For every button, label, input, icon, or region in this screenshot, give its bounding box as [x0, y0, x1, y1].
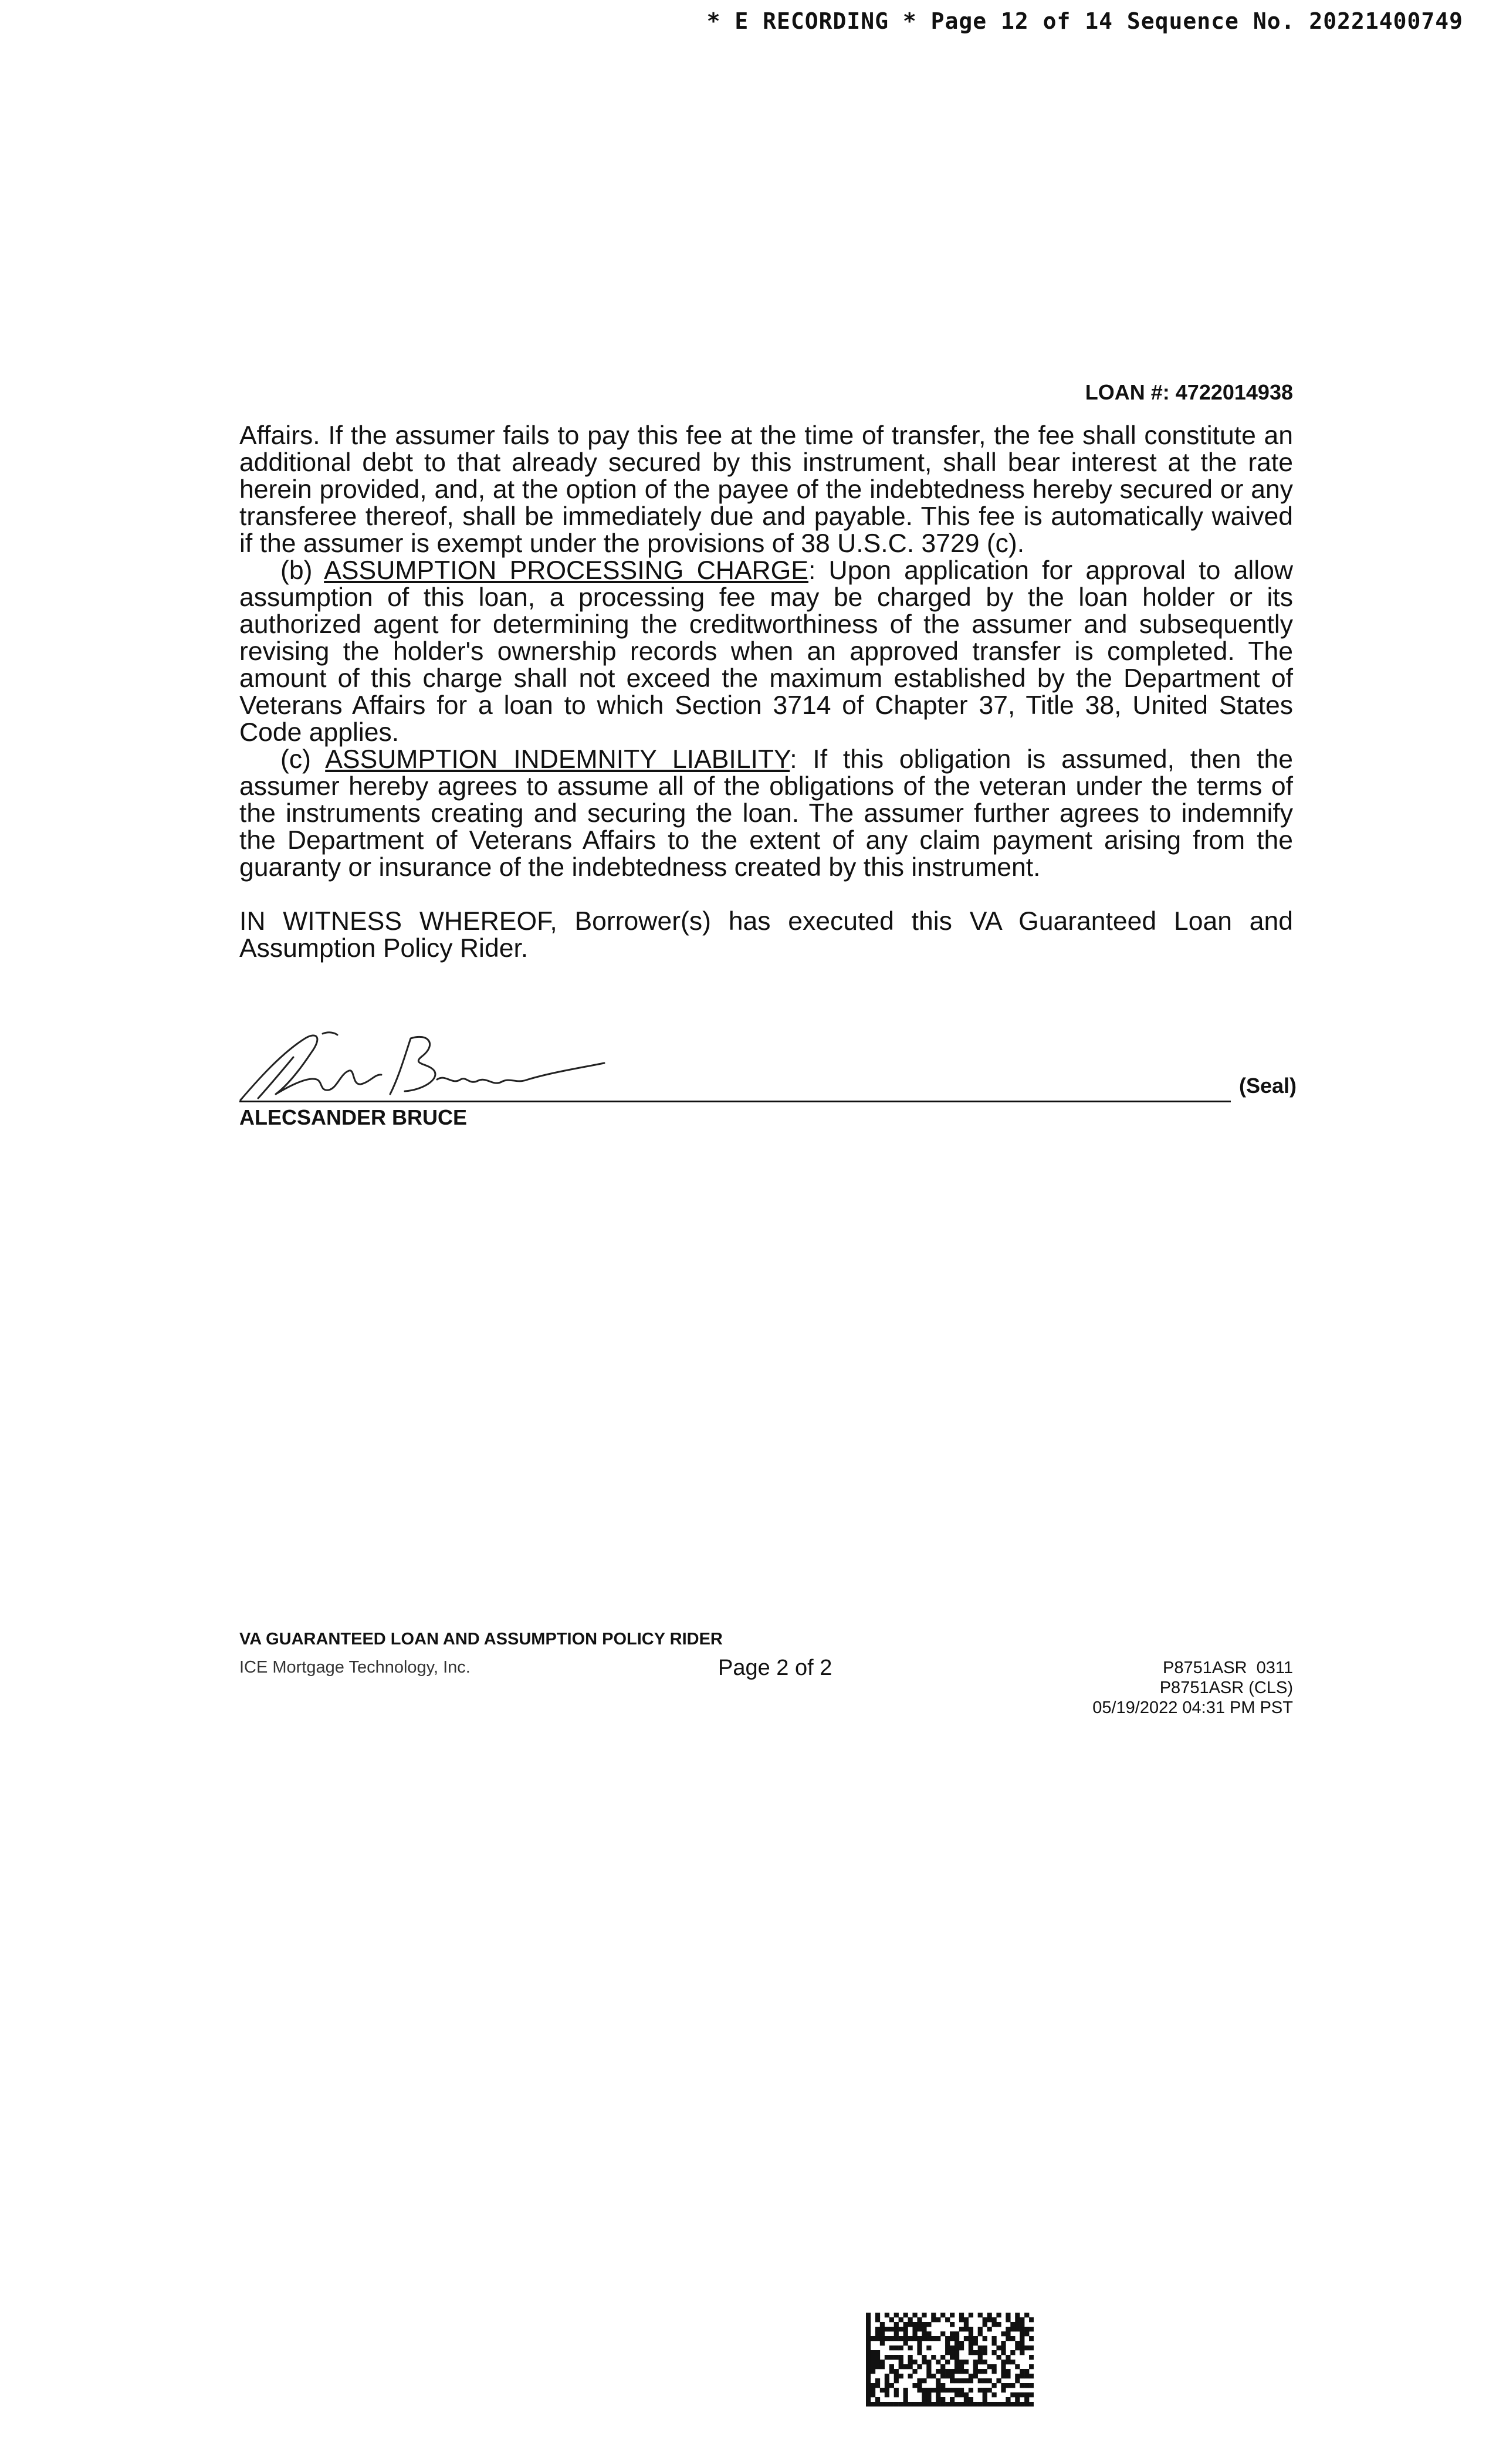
form-codes: [1092, 1658, 1293, 1718]
page-number: Page 2 of 2: [718, 1656, 832, 1680]
recording-stamp: * E RECORDING * Page 12 of 14 Sequence No. 20221400749: [706, 8, 1463, 34]
signer-name: ALECSANDER BRUCE: [239, 1105, 468, 1129]
vendor-name: ICE Mortgage Technology, Inc.: [239, 1658, 471, 1677]
section-c-text: : If this obligation is assumed, then the assumer hereby agrees to assume all of the obligations of the veteran under the terms of the instruments creating and securing the loan. The assumer further agrees to indemnify the Department of Veterans Affairs to the extent of any claim payment arising from the guaranty or insurance of the indebtedness created by this instrument.: [239, 745, 1294, 882]
section-b-text: : Upon application for approval to allow assumption of this loan, a processing fee may be charged by the loan holder or its authorized agent for determining the creditworthiness of the assumer and subsequently revising the holder's ownership records when an approved transfer is completed. The amount of this charge shall not exceed the maximum established by the Department of Veterans Affairs for a loan to which Section 3714 of Chapter 37, Title 38, United States Code applies.: [239, 556, 1293, 747]
form-code-2: P8751ASR (CLS): [1159, 1678, 1293, 1697]
section-b-prefix: (b): [280, 556, 324, 585]
section-c: [239, 746, 1293, 881]
paragraph-fee-continuation: Affairs. If the assumer fails to pay this fee at the time of transfer, the fee shall constitute an additional debt to that already secured by this instrument, shall bear interest at the rate herein provided, and, at the option of the payee of the indebtedness hereby secured or any transferee thereof, shall be immediately due and payable. This fee is automatically waived if the assumer is exempt under the provisions of 38 U.S.C. 3729 (c).: [239, 421, 1293, 558]
section-b: [239, 557, 1293, 746]
handwritten-signature: [235, 1021, 616, 1109]
rider-body: [239, 422, 1293, 962]
loan-number: LOAN #: 4722014938: [1085, 380, 1293, 404]
form-timestamp: 05/19/2022 04:31 PM PST: [1092, 1698, 1293, 1717]
seal-label: (Seal): [1239, 1074, 1297, 1098]
section-c-prefix: (c): [280, 745, 326, 774]
form-title: VA GUARANTEED LOAN AND ASSUMPTION POLICY RIDER: [239, 1630, 723, 1649]
section-c-title: ASSUMPTION INDEMNITY LIABILITY: [325, 745, 790, 774]
section-b-title: ASSUMPTION PROCESSING CHARGE: [324, 556, 808, 585]
datamatrix-barcode: [866, 2313, 1034, 2407]
signature-line: [239, 1101, 1231, 1102]
witness-clause: IN WITNESS WHEREOF, Borrower(s) has executed this VA Guaranteed Loan and Assumption Policy Rider.: [239, 907, 1293, 963]
form-code-1: P8751ASR 0311: [1163, 1659, 1293, 1677]
